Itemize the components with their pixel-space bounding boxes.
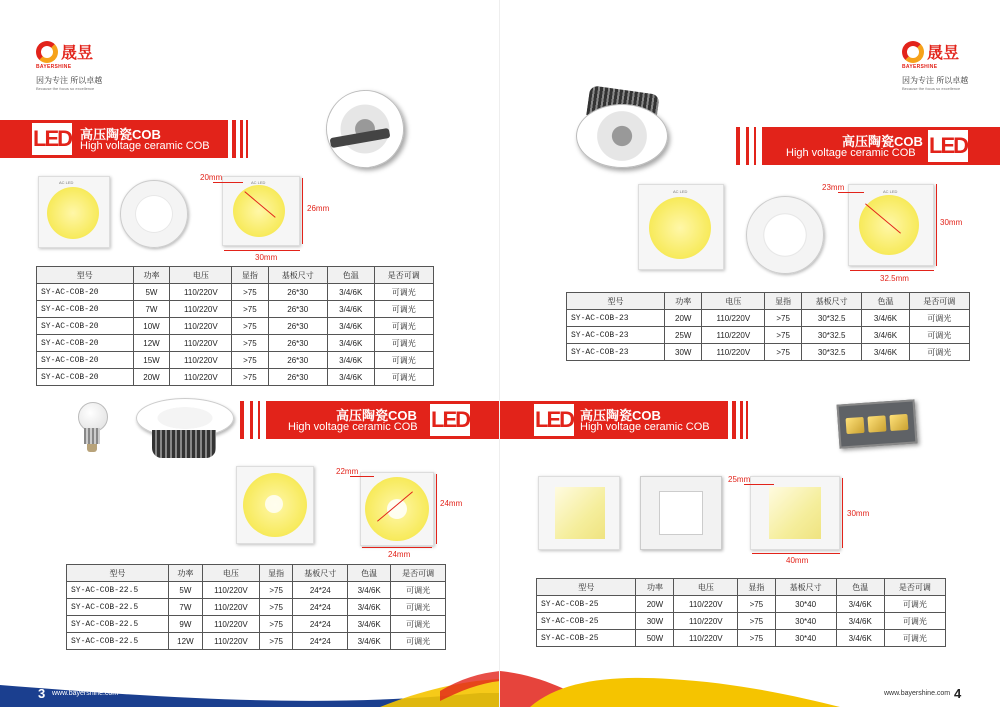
table-cell: 12W bbox=[133, 335, 170, 352]
cob25-holder-photo bbox=[640, 476, 722, 550]
spec-table-cob225 bbox=[66, 564, 446, 650]
heatsink-photo bbox=[152, 430, 216, 458]
table-cell: 110/220V bbox=[202, 616, 259, 633]
column-header: 基板尺寸 bbox=[802, 293, 862, 310]
table-cell: 110/220V bbox=[674, 613, 738, 630]
table-cell: 3/4/6K bbox=[327, 335, 374, 352]
column-header: 色温 bbox=[348, 565, 391, 582]
table-cell: 110/220V bbox=[702, 327, 765, 344]
model-cell: SY-AC-COB-22.5 bbox=[67, 633, 169, 650]
dim-width: 30mm bbox=[255, 253, 278, 262]
dim-chip: 25mm bbox=[728, 475, 751, 484]
dim-height: 26mm bbox=[307, 204, 330, 213]
section-banner-cob225 bbox=[266, 401, 500, 439]
table-cell: 20W bbox=[665, 310, 702, 327]
table-cell: >75 bbox=[259, 616, 292, 633]
model-cell: SY-AC-COB-25 bbox=[537, 630, 636, 647]
table-cell: 可调光 bbox=[909, 344, 969, 361]
table-cell: 110/220V bbox=[170, 335, 232, 352]
dim-width: 24mm bbox=[388, 550, 411, 559]
column-header: 显指 bbox=[259, 565, 292, 582]
model-cell: SY-AC-COB-22.5 bbox=[67, 616, 169, 633]
table-cell: 110/220V bbox=[170, 352, 232, 369]
table-cell: 可调光 bbox=[391, 616, 446, 633]
table-cell: 3/4/6K bbox=[836, 596, 884, 613]
table-row bbox=[537, 630, 946, 647]
cob225-chip-photo bbox=[236, 466, 314, 544]
table-cell: >75 bbox=[259, 582, 292, 599]
table-cell: 3/4/6K bbox=[327, 369, 374, 386]
brand-name-en: BAYERSHINE bbox=[36, 64, 72, 70]
column-header: 基板尺寸 bbox=[268, 267, 327, 284]
table-cell: 26*30 bbox=[268, 335, 327, 352]
model-cell: SY-AC-COB-20 bbox=[37, 369, 134, 386]
led-badge: LED bbox=[32, 123, 72, 155]
column-header: 是否可调 bbox=[374, 267, 433, 284]
table-cell: 30W bbox=[636, 613, 674, 630]
table-cell: 3/4/6K bbox=[348, 582, 391, 599]
footer-url-left[interactable]: www.bayershine.com bbox=[52, 690, 119, 697]
table-cell: 可调光 bbox=[374, 369, 433, 386]
dim-line bbox=[838, 192, 864, 193]
table-row bbox=[37, 318, 434, 335]
logo-ring-icon bbox=[36, 41, 58, 63]
led-disc bbox=[649, 197, 711, 259]
table-cell: 26*30 bbox=[268, 284, 327, 301]
table-cell: >75 bbox=[232, 335, 268, 352]
logo-ring-icon bbox=[902, 41, 924, 63]
section-banner-cob25 bbox=[500, 401, 728, 439]
chip-label: AC LED bbox=[673, 189, 688, 194]
table-cell: 12W bbox=[168, 633, 202, 650]
banner-title-en: High voltage ceramic COB bbox=[786, 147, 916, 159]
table-cell: 110/220V bbox=[674, 630, 738, 647]
table-row bbox=[567, 344, 970, 361]
table-cell: 24*24 bbox=[293, 599, 348, 616]
model-cell: SY-AC-COB-23 bbox=[567, 310, 665, 327]
model-cell: SY-AC-COB-20 bbox=[37, 301, 134, 318]
table-cell: 30*32.5 bbox=[802, 344, 862, 361]
column-header: 型号 bbox=[537, 579, 636, 596]
cob23-holder-photo bbox=[746, 196, 824, 274]
banner-stripe bbox=[240, 120, 243, 158]
dim-width: 32.5mm bbox=[880, 274, 909, 283]
banner-title-cn: 高压陶瓷COB bbox=[580, 408, 661, 423]
column-header: 显指 bbox=[232, 267, 268, 284]
table-cell: 可调光 bbox=[884, 596, 945, 613]
led-badge: LED bbox=[430, 404, 470, 436]
table-cell: 9W bbox=[168, 616, 202, 633]
brand-logo bbox=[902, 40, 968, 91]
banner-stripe bbox=[246, 120, 248, 158]
chip-label: AC LED bbox=[59, 180, 74, 185]
table-header-row bbox=[567, 293, 970, 310]
model-cell: SY-AC-COB-20 bbox=[37, 318, 134, 335]
banner-stripe bbox=[232, 120, 236, 158]
right-page bbox=[500, 0, 1000, 707]
table-row bbox=[67, 582, 446, 599]
table-cell: 可调光 bbox=[884, 613, 945, 630]
table-cell: >75 bbox=[765, 344, 802, 361]
table-cell: 可调光 bbox=[391, 582, 446, 599]
dim-width: 40mm bbox=[786, 556, 809, 565]
table-cell: 20W bbox=[636, 596, 674, 613]
table-cell: 24*24 bbox=[293, 633, 348, 650]
table-cell: 20W bbox=[133, 369, 170, 386]
section-banner-cob23 bbox=[762, 127, 1000, 165]
banner-stripe bbox=[736, 127, 740, 165]
dim-height: 30mm bbox=[940, 218, 963, 227]
table-cell: 可调光 bbox=[391, 633, 446, 650]
banner-stripe bbox=[746, 127, 749, 165]
table-cell: >75 bbox=[232, 318, 268, 335]
table-header-row bbox=[37, 267, 434, 284]
cob225-dimension-chip bbox=[360, 472, 434, 546]
led-disc bbox=[47, 187, 99, 239]
slogan-cn: 因为专注 所以卓越 bbox=[36, 76, 103, 85]
column-header: 显指 bbox=[765, 293, 802, 310]
table-row bbox=[37, 301, 434, 318]
bulb-photo bbox=[72, 402, 112, 454]
downlight-photo bbox=[317, 81, 413, 177]
table-cell: >75 bbox=[232, 284, 268, 301]
table-cell: 3/4/6K bbox=[862, 310, 909, 327]
section-banner-cob20 bbox=[0, 120, 228, 158]
table-cell: >75 bbox=[232, 301, 268, 318]
column-header: 型号 bbox=[37, 267, 134, 284]
model-cell: SY-AC-COB-22.5 bbox=[67, 599, 169, 616]
table-cell: 3/4/6K bbox=[348, 616, 391, 633]
table-cell: 3/4/6K bbox=[327, 318, 374, 335]
table-cell: 可调光 bbox=[391, 599, 446, 616]
table-cell: 10W bbox=[133, 318, 170, 335]
table-cell: 7W bbox=[133, 301, 170, 318]
downlight-photo bbox=[576, 104, 668, 168]
led-disc bbox=[233, 185, 285, 237]
logo-mark bbox=[902, 40, 959, 63]
logo-mark bbox=[36, 40, 93, 63]
dim-line bbox=[850, 270, 934, 271]
banner-stripe bbox=[240, 401, 244, 439]
table-cell: 5W bbox=[133, 284, 170, 301]
slogan-en: Because the focus so excellence bbox=[36, 86, 95, 91]
table-cell: 110/220V bbox=[170, 284, 232, 301]
cob20-chip-photo bbox=[38, 176, 110, 248]
banner-stripe bbox=[746, 401, 748, 439]
table-cell: 25W bbox=[665, 327, 702, 344]
brand-name-en: BAYERSHINE bbox=[902, 64, 938, 70]
table-cell: 3/4/6K bbox=[327, 284, 374, 301]
dim-line bbox=[213, 182, 243, 183]
table-cell: 26*30 bbox=[268, 352, 327, 369]
table-cell: >75 bbox=[765, 327, 802, 344]
column-header: 色温 bbox=[836, 579, 884, 596]
banner-title-cn: 高压陶瓷COB bbox=[80, 127, 161, 142]
dim-line bbox=[436, 474, 437, 544]
table-row bbox=[37, 335, 434, 352]
column-header: 型号 bbox=[567, 293, 665, 310]
table-cell: 110/220V bbox=[170, 318, 232, 335]
dim-line bbox=[302, 178, 303, 244]
column-header: 功率 bbox=[168, 565, 202, 582]
table-header-row bbox=[67, 565, 446, 582]
dim-diameter: 23mm bbox=[822, 183, 845, 192]
slogan-en: Because the focus so excellence bbox=[902, 86, 961, 91]
table-cell: 可调光 bbox=[374, 301, 433, 318]
model-cell: SY-AC-COB-25 bbox=[537, 613, 636, 630]
table-cell: 15W bbox=[133, 352, 170, 369]
column-header: 基板尺寸 bbox=[775, 579, 836, 596]
table-row bbox=[37, 284, 434, 301]
spec-table-cob20 bbox=[36, 266, 434, 386]
model-cell: SY-AC-COB-20 bbox=[37, 335, 134, 352]
cob25-dimension-chip bbox=[750, 476, 840, 550]
table-cell: 可调光 bbox=[884, 630, 945, 647]
column-header: 显指 bbox=[738, 579, 775, 596]
table-cell: 110/220V bbox=[702, 310, 765, 327]
dim-line bbox=[224, 250, 300, 251]
column-header: 功率 bbox=[133, 267, 170, 284]
column-header: 型号 bbox=[67, 565, 169, 582]
table-cell: 110/220V bbox=[170, 301, 232, 318]
model-cell: SY-AC-COB-20 bbox=[37, 284, 134, 301]
model-cell: SY-AC-COB-20 bbox=[37, 352, 134, 369]
model-cell: SY-AC-COB-23 bbox=[567, 344, 665, 361]
column-header: 电压 bbox=[702, 293, 765, 310]
column-header: 电压 bbox=[674, 579, 738, 596]
table-cell: 30*40 bbox=[775, 596, 836, 613]
table-cell: 3/4/6K bbox=[836, 613, 884, 630]
table-cell: >75 bbox=[738, 613, 775, 630]
table-cell: >75 bbox=[738, 596, 775, 613]
dim-line bbox=[350, 476, 374, 477]
page-number-left: 3 bbox=[38, 686, 46, 701]
table-row bbox=[67, 599, 446, 616]
column-header: 是否可调 bbox=[909, 293, 969, 310]
floodlight-photo bbox=[837, 399, 918, 448]
column-header: 功率 bbox=[665, 293, 702, 310]
footer-right bbox=[500, 671, 1000, 707]
table-cell: >75 bbox=[232, 352, 268, 369]
table-cell: 30*32.5 bbox=[802, 327, 862, 344]
table-row bbox=[567, 327, 970, 344]
table-cell: 110/220V bbox=[674, 596, 738, 613]
table-cell: 3/4/6K bbox=[327, 301, 374, 318]
table-cell: 26*30 bbox=[268, 301, 327, 318]
banner-stripe bbox=[754, 127, 756, 165]
table-row bbox=[537, 613, 946, 630]
banner-title-cn: 高压陶瓷COB bbox=[336, 408, 417, 423]
column-header: 基板尺寸 bbox=[293, 565, 348, 582]
table-row bbox=[67, 616, 446, 633]
table-cell: >75 bbox=[765, 310, 802, 327]
spec-table-cob23 bbox=[566, 292, 970, 361]
model-cell: SY-AC-COB-23 bbox=[567, 327, 665, 344]
column-header: 是否可调 bbox=[391, 565, 446, 582]
table-cell: 110/220V bbox=[170, 369, 232, 386]
table-cell: 24*24 bbox=[293, 616, 348, 633]
led-square bbox=[769, 487, 821, 539]
table-row bbox=[37, 369, 434, 386]
dim-diameter: 20mm bbox=[200, 173, 223, 182]
banner-title-en: High voltage ceramic COB bbox=[80, 140, 210, 152]
table-cell: 110/220V bbox=[202, 599, 259, 616]
table-cell: 7W bbox=[168, 599, 202, 616]
model-cell: SY-AC-COB-25 bbox=[537, 596, 636, 613]
table-cell: 可调光 bbox=[374, 352, 433, 369]
brand-name-cn: 晟昱 bbox=[927, 43, 960, 62]
banner-stripe bbox=[740, 401, 743, 439]
table-cell: 24*24 bbox=[293, 582, 348, 599]
cob20-dimension-chip bbox=[222, 176, 300, 246]
spec-table-cob25 bbox=[536, 578, 946, 647]
table-cell: 26*30 bbox=[268, 369, 327, 386]
table-cell: >75 bbox=[259, 633, 292, 650]
footer-wave-right bbox=[500, 671, 1000, 707]
table-cell: 50W bbox=[636, 630, 674, 647]
table-cell: 30*40 bbox=[775, 630, 836, 647]
table-cell: 30*40 bbox=[775, 613, 836, 630]
table-cell: 110/220V bbox=[202, 582, 259, 599]
dim-height: 24mm bbox=[440, 499, 463, 508]
model-cell: SY-AC-COB-22.5 bbox=[67, 582, 169, 599]
column-header: 是否可调 bbox=[884, 579, 945, 596]
banner-stripe bbox=[258, 401, 260, 439]
column-header: 电压 bbox=[202, 565, 259, 582]
chip-label: AC LED bbox=[251, 180, 266, 185]
table-cell: 3/4/6K bbox=[862, 344, 909, 361]
column-header: 色温 bbox=[862, 293, 909, 310]
dim-diameter: 22mm bbox=[336, 467, 359, 476]
table-row bbox=[537, 596, 946, 613]
dim-line bbox=[752, 553, 840, 554]
column-header: 电压 bbox=[170, 267, 232, 284]
table-cell: 可调光 bbox=[909, 327, 969, 344]
table-cell: 3/4/6K bbox=[348, 599, 391, 616]
table-cell: 30W bbox=[665, 344, 702, 361]
banner-stripe bbox=[732, 401, 736, 439]
led-square bbox=[555, 487, 605, 539]
footer-wave-left bbox=[0, 671, 500, 707]
table-cell: 3/4/6K bbox=[862, 327, 909, 344]
table-row bbox=[67, 633, 446, 650]
page-number-right: 4 bbox=[954, 686, 962, 701]
table-header-row bbox=[537, 579, 946, 596]
led-badge: LED bbox=[928, 130, 968, 162]
cob25-chip-photo bbox=[538, 476, 620, 550]
table-cell: 3/4/6K bbox=[836, 630, 884, 647]
table-cell: 3/4/6K bbox=[327, 352, 374, 369]
footer-url-right[interactable]: www.bayershine.com bbox=[884, 690, 951, 697]
cob20-holder-photo bbox=[120, 180, 188, 248]
brand-name-cn: 晟昱 bbox=[61, 43, 94, 62]
table-cell: 可调光 bbox=[374, 335, 433, 352]
table-cell: 26*30 bbox=[268, 318, 327, 335]
table-row bbox=[567, 310, 970, 327]
dim-line bbox=[936, 184, 937, 266]
table-cell: 可调光 bbox=[374, 284, 433, 301]
cob23-chip-photo bbox=[638, 184, 724, 270]
table-row bbox=[37, 352, 434, 369]
table-cell: 30*32.5 bbox=[802, 310, 862, 327]
table-cell: 可调光 bbox=[374, 318, 433, 335]
banner-title-cn: 高压陶瓷COB bbox=[842, 134, 923, 149]
slogan-cn: 因为专注 所以卓越 bbox=[902, 76, 969, 85]
dim-height: 30mm bbox=[847, 509, 870, 518]
dim-line bbox=[842, 478, 843, 548]
footer-left bbox=[0, 671, 500, 707]
table-cell: 110/220V bbox=[702, 344, 765, 361]
table-cell: >75 bbox=[259, 599, 292, 616]
dim-line bbox=[744, 484, 774, 485]
table-cell: 5W bbox=[168, 582, 202, 599]
table-cell: >75 bbox=[232, 369, 268, 386]
led-badge: LED bbox=[534, 404, 574, 436]
table-cell: 3/4/6K bbox=[348, 633, 391, 650]
banner-stripe bbox=[250, 401, 253, 439]
column-header: 色温 bbox=[327, 267, 374, 284]
column-header: 功率 bbox=[636, 579, 674, 596]
table-cell: 可调光 bbox=[909, 310, 969, 327]
brand-logo bbox=[36, 40, 102, 91]
banner-title-en: High voltage ceramic COB bbox=[580, 421, 710, 433]
table-cell: 110/220V bbox=[202, 633, 259, 650]
chip-label: AC LED bbox=[883, 189, 898, 194]
table-cell: >75 bbox=[738, 630, 775, 647]
dim-line bbox=[362, 547, 432, 548]
banner-title-en: High voltage ceramic COB bbox=[288, 421, 418, 433]
